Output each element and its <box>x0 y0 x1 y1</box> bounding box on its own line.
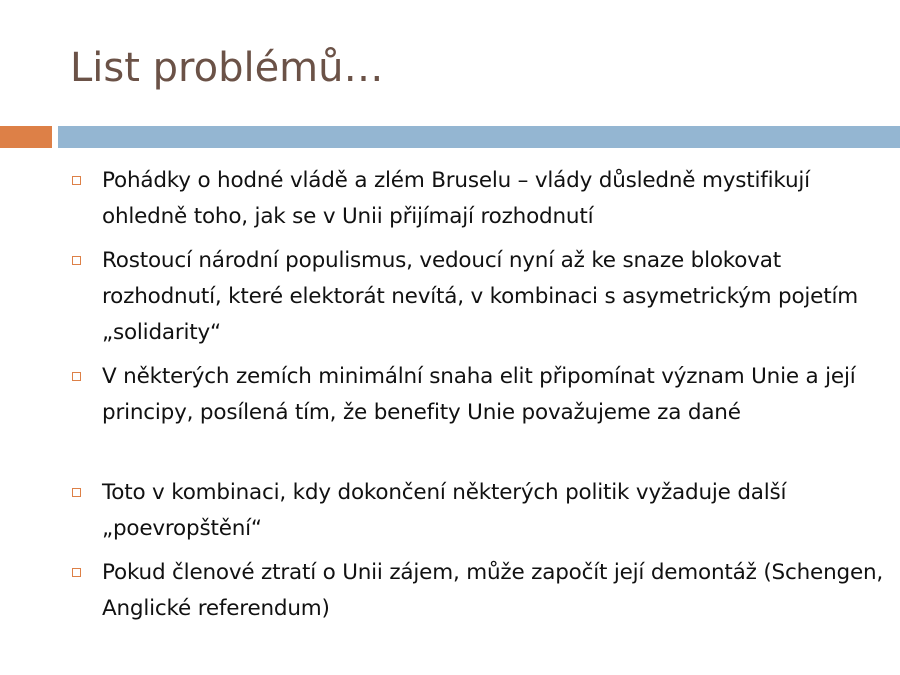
bullet-item <box>72 359 892 431</box>
hollow-square-icon <box>72 256 81 265</box>
hollow-square-icon <box>72 568 81 577</box>
bullet-text: Pohádky o hodné vládě a zlém Bruselu – vlády důsledně mystifikují ohledně toho, jak se v Unii přijímají rozhodnutí <box>102 168 810 229</box>
accent-bar-orange <box>0 126 52 148</box>
hollow-square-icon <box>72 176 81 185</box>
bullet-list <box>72 163 892 635</box>
bullet-text: Pokud členové ztratí o Unii zájem, může započít její demontáž (Schengen, Anglické referendum) <box>102 560 884 621</box>
bullet-item <box>72 555 892 627</box>
hollow-square-icon <box>72 488 81 497</box>
bullet-text: Rostoucí národní populismus, vedoucí nyní až ke snaze blokovat rozhodnutí, které elektorát nevítá, v kombinaci s asymetrickým pojetím „solidarity“ <box>102 248 858 345</box>
hollow-square-icon <box>72 372 81 381</box>
slide-title: List problémů… <box>70 45 384 91</box>
accent-bar-blue <box>58 126 900 148</box>
bullet-text: Toto v kombinaci, kdy dokončení některých politik vyžaduje další „poevropštění“ <box>102 480 787 541</box>
bullet-text: V některých zemích minimální snaha elit připomínat význam Unie a její principy, posílená tím, že benefity Unie považujeme za dané <box>102 364 856 425</box>
bullet-item <box>72 475 892 547</box>
bullet-item <box>72 163 892 235</box>
bullet-item <box>72 243 892 351</box>
